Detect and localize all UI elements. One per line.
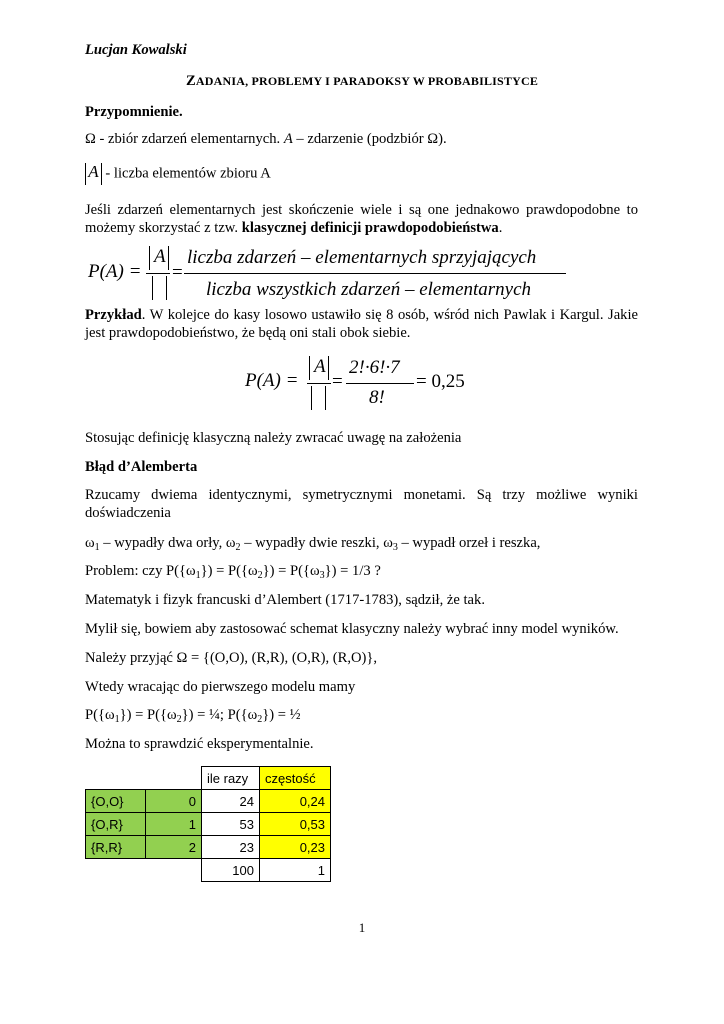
header-count: ile razy <box>202 767 260 790</box>
formula2-numerator: 2!·6!·7 <box>349 357 400 378</box>
example-solution-formula: P(A) = A = 2!·6!·7 8! = 0,25 <box>245 356 465 408</box>
cardinality-A: A <box>149 246 171 270</box>
table-row: {R,R} 2 23 0,23 <box>86 836 331 859</box>
table-row: {O,O} 0 24 0,24 <box>86 790 331 813</box>
page-number: 1 <box>358 920 366 935</box>
cardinality-omega <box>152 276 172 300</box>
experiment-line: Można to sprawdzić eksperymentalnie. <box>85 736 314 752</box>
cardinality-A: A <box>309 356 331 380</box>
return-line: Wtedy wracając do pierwszego modelu mamy <box>85 679 356 695</box>
table-header-row <box>86 767 331 790</box>
formula-denominator: liczba wszystkich zdarzeń – elementarnych <box>206 279 532 300</box>
model-line: Należy przyjąć Ω = {(O,O), (R,R), (O,R), (R,O)}, <box>85 650 378 666</box>
classical-definition-paragraph: Jeśli zdarzeń elementarnych jest skończenie wiele i są one jednakowo prawdopodobne to możemy skorzystać z tzw. klasycznej definicji prawdopodobieństwa. <box>85 202 638 236</box>
header-frequency: częstość <box>260 767 331 790</box>
formula2-lhs: P(A) = <box>245 370 299 391</box>
classical-probability-formula: P(A) = A = liczba zdarzeń – elementarnych sprzyjających liczba wszystkich zdarzeń – elementarnych <box>88 243 578 305</box>
frequency-table <box>85 766 331 882</box>
author-name: Lucjan Kowalski <box>85 42 187 58</box>
assumptions-note: Stosując definicję klasyczną należy zwracać uwagę na założenia <box>85 430 462 446</box>
probabilities-line: $P(\{\omega_1\}) = P(\{\omega_2\})$ = ¼; $P(\{\omega_2\})$ = ½ <box>85 707 301 725</box>
cardinality-definition: A - liczba elementów zbioru A <box>85 163 638 185</box>
mistake-line: Mylił się, bowiem aby zastosować schemat klasyczny należy wybrać inny model wyników. <box>85 621 619 637</box>
document-title: ZADANIA, PROBLEMY I PARADOKSY W PROBABILISTYCE <box>185 73 539 89</box>
problem-line: Problem: czy $P(\{\omega_1\}) = P(\{\omega_2\}) = P(\{\omega_3\}) = 1/3$ ? <box>85 563 381 581</box>
table-row: {O,R} 1 53 0,53 <box>86 813 331 836</box>
formula-numerator: liczba zdarzeń – elementarnych sprzyjających <box>187 247 537 268</box>
outcomes-line: $\omega_1$ – wypadły dwa orły, $\omega_2$ – wypadły dwie reszki, $\omega_3$ – wypadł orzeł i reszka, <box>85 535 541 553</box>
example-paragraph: Przykład. W kolejce do kasy losowo ustawiło się 8 osób, wśród nich Pawlak i Kargul. Jakie jest prawdopodobieństwo, że będą oni stali obok siebie. <box>85 307 638 341</box>
coins-paragraph: Rzucamy dwiema identycznymi, symetrycznymi monetami. Są trzy możliwe wyniki doświadczenia <box>85 487 638 521</box>
dalembert-claim: Matematyk i fizyk francuski d’Alembert (1717-1783), sądził, że tak. <box>85 592 485 608</box>
formula-lhs: P(A) = <box>88 261 142 282</box>
cardinality-omega <box>311 386 331 410</box>
section-heading-dalembert: Błąd d’Alemberta <box>85 459 198 475</box>
section-heading-reminder: Przypomnienie. <box>85 104 183 120</box>
formula2-result: = 0,25 <box>416 371 465 392</box>
omega-definition: Ω - zbiór zdarzeń elementarnych. A – zdarzenie (podzbiór Ω). <box>85 131 447 147</box>
formula2-denominator: 8! <box>369 387 385 408</box>
table-totals-row: 100 1 <box>86 859 331 882</box>
